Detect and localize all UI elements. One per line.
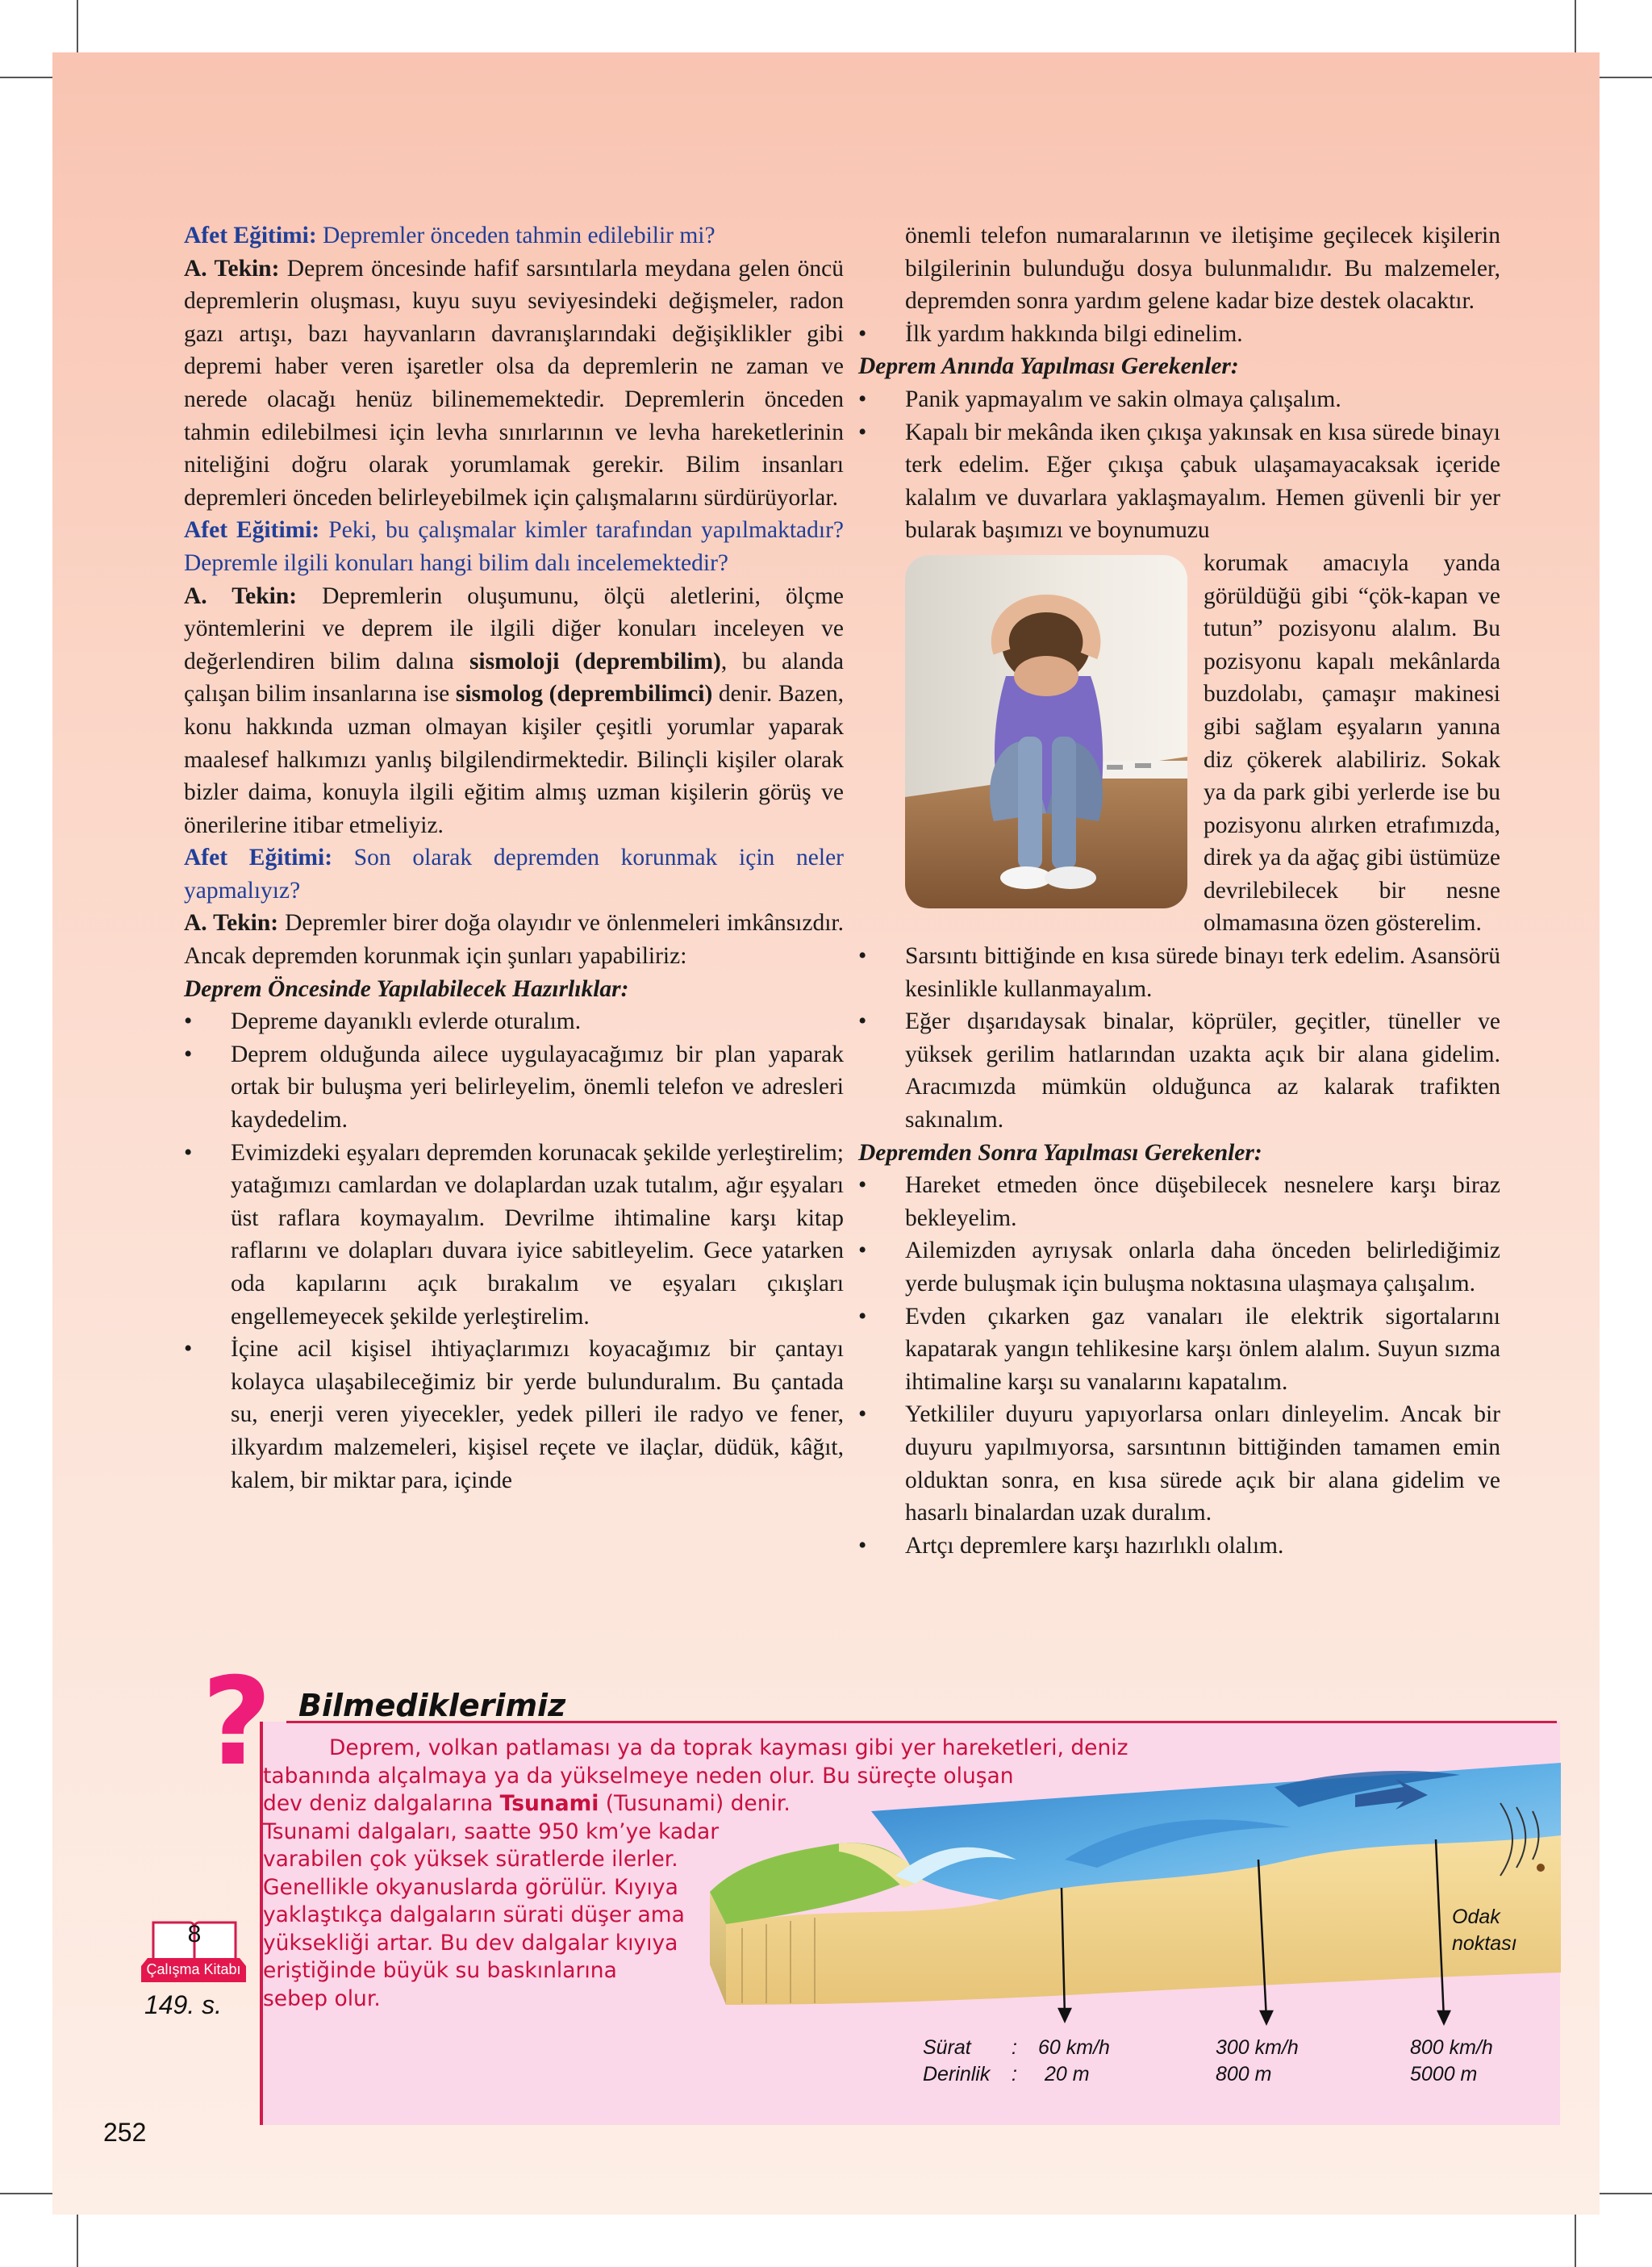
- list-item: • Ailemizden ayrıysak onlarla daha önceden belirlediğimiz yerde buluşmak için buluşma noktasına ulaşmaya çalışalım.: [858, 1234, 1500, 1300]
- list-item: • Kapalı bir mekânda iken çıkışa yakınsak en kısa sürede binayı terk edelim. Eğer çıkışa çabuk ulaşamayacaksak içeride kalalım ve duvarlara yaklaşmayalım. Hemen güvenli bir yer bularak başımızı ve boynumuzu korumak amacıyla yanda görüldüğü gibi “çök-kapan ve tutun” pozisyonu alalım. Bu pozisyonu kapalı mekânlarda buzdolabı, çamaşır makinesi gibi sağlam eşyaların yanına diz çökerek alabiliriz. Sokak ya da park gibi yerlerde ise bu pozisyonu alırken etrafımızda, direk ya da ağaç gibi üstümüze devrilebilecek bir nesne olmamasına özen gösterelim.: [858, 416, 1500, 941]
- crop-mark: [77, 2215, 78, 2267]
- speed-value: 800 km/h: [1410, 2036, 1493, 2059]
- info-line: sebep olur.: [263, 1985, 381, 2011]
- depth-value: 5000 m: [1410, 2063, 1478, 2085]
- crop-mark: [1575, 2215, 1576, 2267]
- depth-label: Derinlik: [923, 2063, 991, 2085]
- list-item: • Evden çıkarken gaz vanaları ile elektrik sigortalarını kapatarak yangın tehlikesine karşı önlem alalım. Suyun sızma ihtimaline karşı su vanalarını kapatalım.: [858, 1300, 1500, 1399]
- question-mark-icon: ?: [202, 1652, 273, 1793]
- tsunami-diagram: [710, 1763, 1561, 2029]
- list-item: • Depreme dayanıklı evlerde oturalım.: [184, 1005, 844, 1038]
- info-line: tabanında alçalmaya ya da yükselmeye neden olur. Bu süreçte oluşan: [263, 1763, 1014, 1789]
- workbook-label: Çalışma Kitabı: [146, 1961, 241, 1977]
- info-line: Genellikle okyanuslarda görülür. Kıyıya: [263, 1874, 678, 1900]
- question-3: Afet Eğitimi: Son olarak depremden korunmak için neler yapmalıyız?: [184, 845, 844, 904]
- question-1: Afet Eğitimi: Depremler önceden tahmin edilebilir mi?: [184, 223, 715, 248]
- answer-1: A. Tekin: Deprem öncesinde hafif sarsıntılarla meydana gelen öncü depremlerin oluşması, kuyu suyu seviyesindeki değişmeler, radon gazı artışı, bazı hayvanların davranışlarındaki değişiklikler gibi depremi haber veren işaretler olsa da depremlerin ne zaman ve nerede olacağı henüz bilinememektedir. Depremlerin önceden tahmin edilebilmesi için levha sınırlarının ve levha hareketlerinin niteliğini doğru olarak yorumlamak gerekir. Bilim insanları depremleri önceden belirleyebilmek için çalışmalarını sürdürüyorlar.: [184, 255, 844, 511]
- page-number: 252: [103, 2118, 147, 2147]
- speed-colon: :: [1012, 2036, 1017, 2059]
- bullet-list-during: [858, 383, 1500, 1137]
- info-box-title: Bilmediklerimiz: [298, 1688, 566, 1723]
- heading-after: Depremden Sonra Yapılması Gerekenler:: [858, 1139, 1262, 1166]
- heading-during: Deprem Anında Yapılması Gerekenler:: [858, 353, 1239, 380]
- list-item: • Deprem olduğunda ailece uygulayacağımız bir plan yaparak ortak bir buluşma yeri belirleyelim, önemli telefon ve adresleri kaydedelim.: [184, 1038, 844, 1137]
- workbook-number: 8: [187, 1921, 202, 1948]
- list-item: • Eğer dışarıdaysak binalar, köprüler, geçitler, tüneller ve yüksek gerilim hatlarından uzakta açık bir alana gidelim. Aracımızda mümkün olduğunca az kalarak trafikten sakınalım.: [858, 1005, 1500, 1136]
- info-line: Deprem, volkan patlaması ya da toprak kayması gibi yer hareketleri, deniz: [329, 1735, 1128, 1760]
- list-item: • Artçı depremlere karşı hazırlıklı olalım.: [858, 1530, 1500, 1563]
- depth-colon: :: [1012, 2063, 1017, 2085]
- info-line: dev deniz dalgalarına Tsunami (Tusunami) denir.: [263, 1791, 791, 1816]
- crop-mark: [1575, 0, 1576, 56]
- list-item: • Panik yapmayalım ve sakin olmaya çalışalım.: [858, 383, 1500, 416]
- info-line: Tsunami dalgaları, saatte 950 km’ye kadar: [263, 1818, 720, 1844]
- depth-value: 20 m: [1045, 2063, 1090, 2085]
- speed-value: 300 km/h: [1216, 2036, 1299, 2059]
- info-line: yaklaştıkça dalgaların sürati düşer ama: [263, 1902, 685, 1927]
- left-column: [184, 219, 844, 1497]
- workbook-page: 149. s.: [144, 1990, 222, 2019]
- duck-cover-photo: [905, 555, 1187, 908]
- list-item: • Hareket etmeden önce düşebilecek nesnelere karşı biraz bekleyelim.: [858, 1169, 1500, 1234]
- workbook-reference: [141, 1916, 246, 2019]
- question-2: Afet Eğitimi: Peki, bu çalışmalar kimler tarafından yapılmaktadır? Depremle ilgili konuları hangi bilim dalı incelemektedir?: [184, 517, 844, 576]
- bullet-list-first-aid: [858, 318, 1500, 351]
- crop-mark: [1597, 2193, 1652, 2194]
- info-line: eriştiğinde büyük su baskınlarına: [263, 1958, 617, 1983]
- info-line: yüksekliği artar. Bu dev dalgalar kıyıya: [263, 1930, 678, 1956]
- depth-value: 800 m: [1216, 2063, 1272, 2085]
- crop-mark: [77, 0, 78, 56]
- info-line: varabilen çok yüksek süratlerde ilerler.: [263, 1847, 678, 1872]
- crop-mark: [0, 2193, 56, 2194]
- list-item: • İçine acil kişisel ihtiyaçlarımızı koyacağımız bir çantayı kolayca ulaşabileceğimiz bir yerde bulunduralım. Bu çantada su, enerji veren yiyecekler, yedek pilleri ile radyo ve fener, ilkyardım malzemeleri, kişisel reçete ve ilaçlar, düdük, kâğıt, kalem, bir miktar para, içinde: [184, 1333, 844, 1497]
- answer-3: A. Tekin: Depremler birer doğa olayıdır ve önlenmeleri imkânsızdır. Ancak depremden korunmak için şunları yapabiliriz:: [184, 910, 844, 970]
- continued-text: önemli telefon numaralarının ve iletişime geçilecek kişilerin bilgilerinin bulunduğu dosya bulunmalıdır. Bu malzemeler, depremden sonra yardım gelene kadar bize destek olacaktır.: [905, 223, 1500, 315]
- speed-label: Sürat: [923, 2036, 971, 2059]
- crop-mark: [0, 77, 56, 78]
- list-item: • Yetkililer duyuru yapıyorlarsa onları dinleyelim. Ancak bir duyuru yapılmıyorsa, sarsıntının bittiğinden tamamen emin olduktan sonra, en kısa sürede açık bir alana gidelim ve hasarlı binalardan uzak duralım.: [858, 1398, 1500, 1529]
- focus-point-label: Odak noktası: [1452, 1906, 1517, 1955]
- heading-before: Deprem Öncesinde Yapılabilecek Hazırlıklar:: [184, 975, 629, 1002]
- bullet-list-after: [858, 1169, 1500, 1562]
- list-item: • Sarsıntı bittiğinde en kısa sürede binayı terk edelim. Asansörü kesinlikle kullanmayalım.: [858, 940, 1500, 1005]
- speed-value: 60 km/h: [1038, 2036, 1110, 2059]
- list-item: • İlk yardım hakkında bilgi edinelim.: [858, 318, 1500, 351]
- answer-2: A. Tekin: Depremlerin oluşumunu, ölçü aletlerini, ölçme yöntemlerini ve deprem ile ilgili diğer konuları inceleyen ve değerlendiren bilim dalına sismoloji (deprembilim), bu alanda çalışan bilim insanlarına ise sismolog (deprembilimci) denir. Bazen, konu hakkında uzman olmayan kişiler çeşitli yorumlar yaparak maalesef halkımızı yanlış bilgilendirmektedir. Bilinçli kişiler olarak bizler daima, konuyla ilgili eğitim almış uzman kişilerin görüş ve önerilerine itibar etmeliyiz.: [184, 582, 844, 838]
- list-item: • Evimizdeki eşyaları depremden korunacak şekilde yerleştirelim; yatağımızı camlardan ve dolaplardan uzak tutalım, ağır eşyaları üst raflara koymayalım. Devrilme ihtimaline karşı kitap raflarını ve dolapları duvara iyice sabitleyelim. Gece yatarken oda kapılarını açık bırakalım ve eşyaları çıkışları engellemeyecek şekilde yerleştirelim.: [184, 1137, 844, 1334]
- right-column: [858, 219, 1500, 1562]
- crop-mark: [1597, 77, 1652, 78]
- bullet-list-before: [184, 1005, 844, 1497]
